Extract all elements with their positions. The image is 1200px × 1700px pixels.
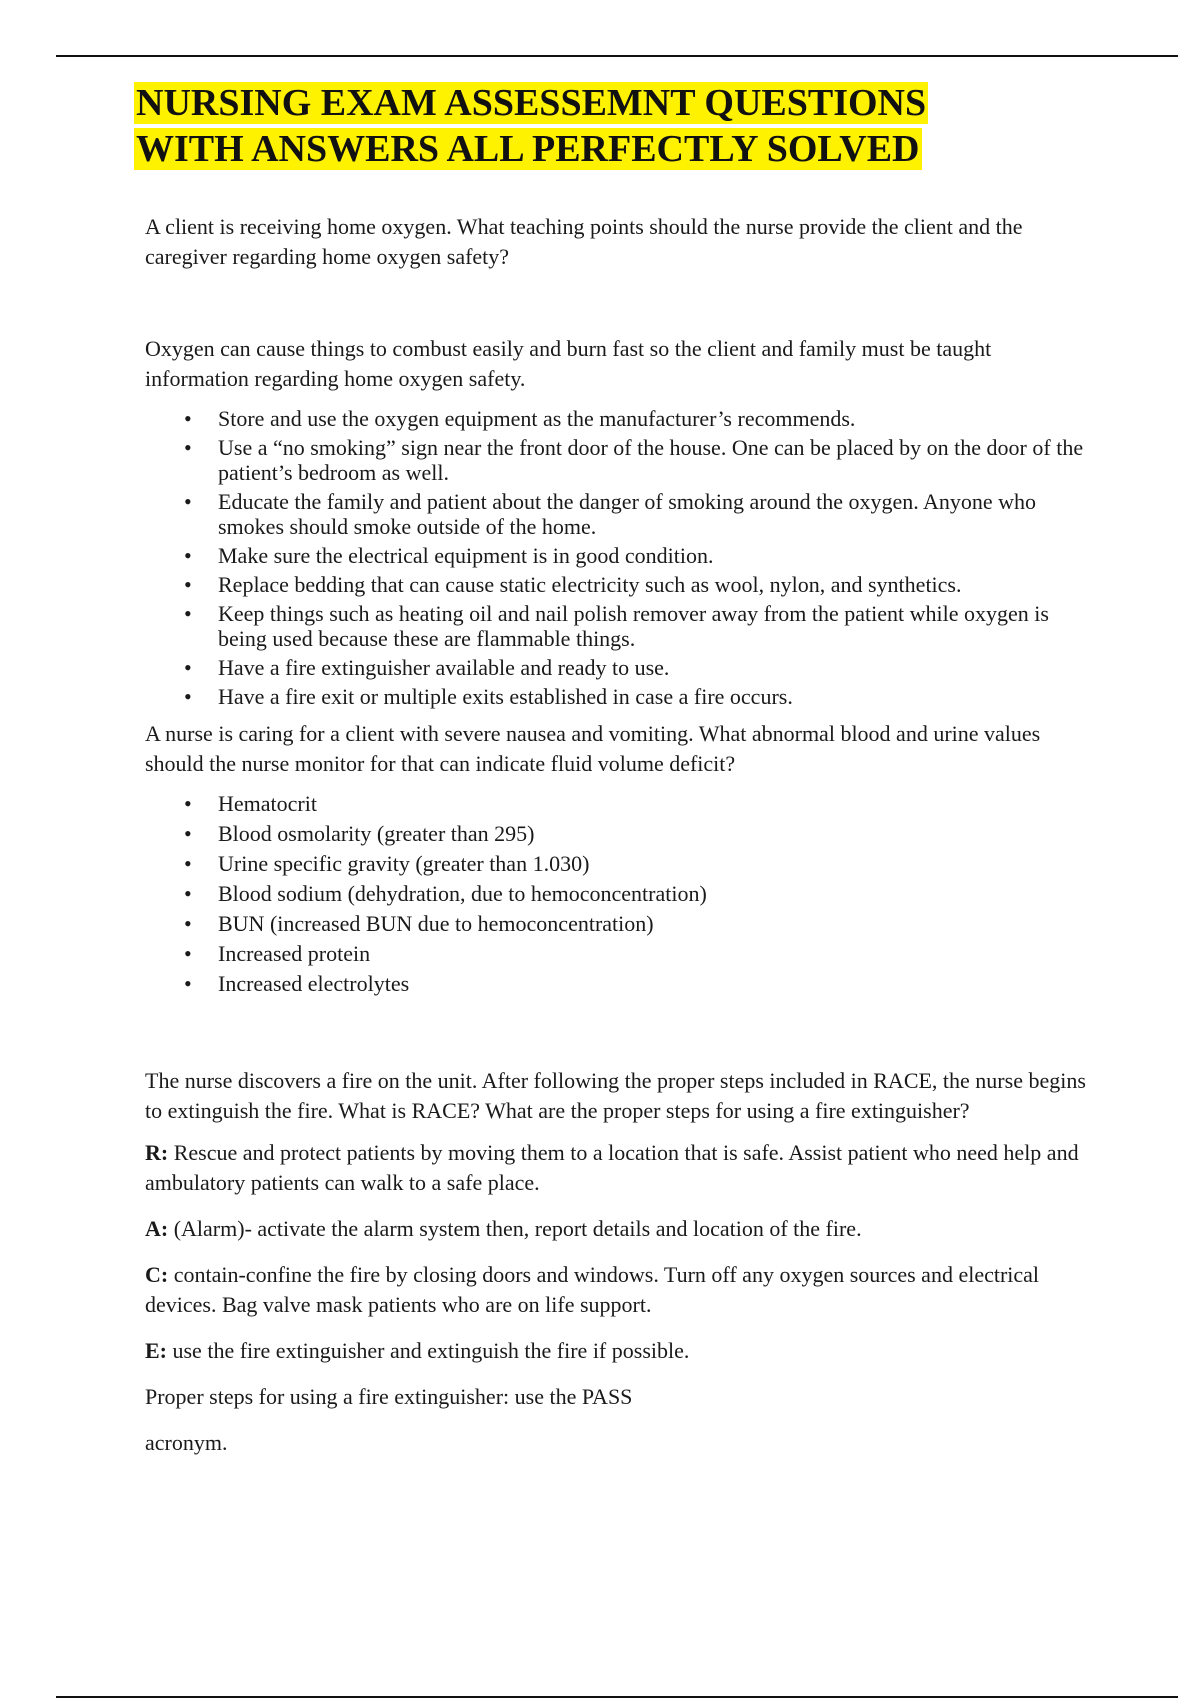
list-item: • Educate the family and patient about the danger of smoking around the oxygen. Anyone who smokes should smoke outside of the home. xyxy=(184,489,1037,539)
race-letter: A: xyxy=(145,1216,169,1241)
bottom-rule xyxy=(56,1696,1178,1698)
question-1: A client is receiving home oxygen. What teaching points should the nurse provide the client and the caregiver regarding home oxygen safety? xyxy=(145,214,1023,269)
list-item: • Blood sodium (dehydration, due to hemoconcentration) xyxy=(184,881,707,906)
race-letter: C: xyxy=(145,1262,169,1287)
list-item: • Increased electrolytes xyxy=(184,971,410,996)
race-letter: R: xyxy=(145,1140,169,1165)
question-3: The nurse discovers a fire on the unit. After following the proper steps included in RACE, the nurse begins to extinguish the fire. What is RACE? What are the proper steps for using a fire extinguisher? xyxy=(145,1068,1086,1123)
title-line-2: WITH ANSWERS ALL PERFECTLY SOLVED xyxy=(136,128,920,170)
bullet-icon: • xyxy=(184,971,192,996)
list-item: • Have a fire extinguisher available and ready to use. xyxy=(184,655,670,680)
list-item: • Use a “no smoking” sign near the front door of the house. One can be placed by on the door of the patient’s bedroom as well. xyxy=(184,435,1084,485)
acronym-text: acronym. xyxy=(145,1430,228,1455)
answer-1-intro: Oxygen can cause things to combust easily and burn fast so the client and family must be taught information regarding home oxygen safety. xyxy=(145,336,992,391)
bullet-icon: • xyxy=(184,881,192,906)
bullet-icon: • xyxy=(184,601,192,626)
document-body xyxy=(145,212,1095,1458)
answer-2-list xyxy=(145,791,1095,996)
bullet-icon: • xyxy=(184,851,192,876)
list-item: • Blood osmolarity (greater than 295) xyxy=(184,821,535,846)
list-item: • Have a fire exit or multiple exits established in case a fire occurs. xyxy=(184,684,793,709)
race-alarm: A: (Alarm)- activate the alarm system then, report details and location of the fire. xyxy=(145,1216,862,1241)
list-item: • Hematocrit xyxy=(184,791,317,816)
section-spacer xyxy=(145,1006,1095,1066)
list-item: • Store and use the oxygen equipment as the manufacturer’s recommends. xyxy=(184,406,856,431)
list-item: • Make sure the electrical equipment is in good condition. xyxy=(184,543,714,568)
bullet-icon: • xyxy=(184,821,192,846)
top-rule xyxy=(56,55,1178,57)
list-item: • Keep things such as heating oil and nail polish remover away from the patient while oxygen is being used because these are flammable things. xyxy=(184,601,1049,651)
bullet-icon: • xyxy=(184,941,192,966)
bullet-icon: • xyxy=(184,911,192,936)
bullet-icon: • xyxy=(184,435,192,460)
bullet-icon: • xyxy=(184,572,192,597)
list-item: • BUN (increased BUN due to hemoconcentration) xyxy=(184,911,654,936)
title-line-1: NURSING EXAM ASSESSEMNT QUESTIONS xyxy=(136,82,927,124)
proper-steps: Proper steps for using a fire extinguisher: use the PASS xyxy=(145,1384,633,1409)
race-letter: E: xyxy=(145,1338,167,1363)
race-extinguish: E: use the fire extinguisher and extinguish the fire if possible. xyxy=(145,1338,690,1363)
bullet-icon: • xyxy=(184,543,192,568)
document-title xyxy=(134,80,928,172)
answer-1-list xyxy=(145,406,1095,709)
race-contain: C: contain-confine the fire by closing doors and windows. Turn off any oxygen sources and electrical devices. Bag valve mask patients who are on life support. xyxy=(145,1262,1040,1317)
bullet-icon: • xyxy=(184,684,192,709)
question-2: A nurse is caring for a client with severe nausea and vomiting. What abnormal blood and urine values should the nurse monitor for that can indicate fluid volume deficit? xyxy=(145,721,1041,776)
bullet-icon: • xyxy=(184,655,192,680)
list-item: • Replace bedding that can cause static electricity such as wool, nylon, and synthetics. xyxy=(184,572,962,597)
bullet-icon: • xyxy=(184,791,192,816)
bullet-icon: • xyxy=(184,406,192,431)
list-item: • Urine specific gravity (greater than 1.030) xyxy=(184,851,590,876)
race-rescue: R: Rescue and protect patients by moving them to a location that is safe. Assist patient who need help and ambulatory patients can walk to a safe place. xyxy=(145,1140,1079,1195)
bullet-icon: • xyxy=(184,489,192,514)
list-item: • Increased protein xyxy=(184,941,371,966)
